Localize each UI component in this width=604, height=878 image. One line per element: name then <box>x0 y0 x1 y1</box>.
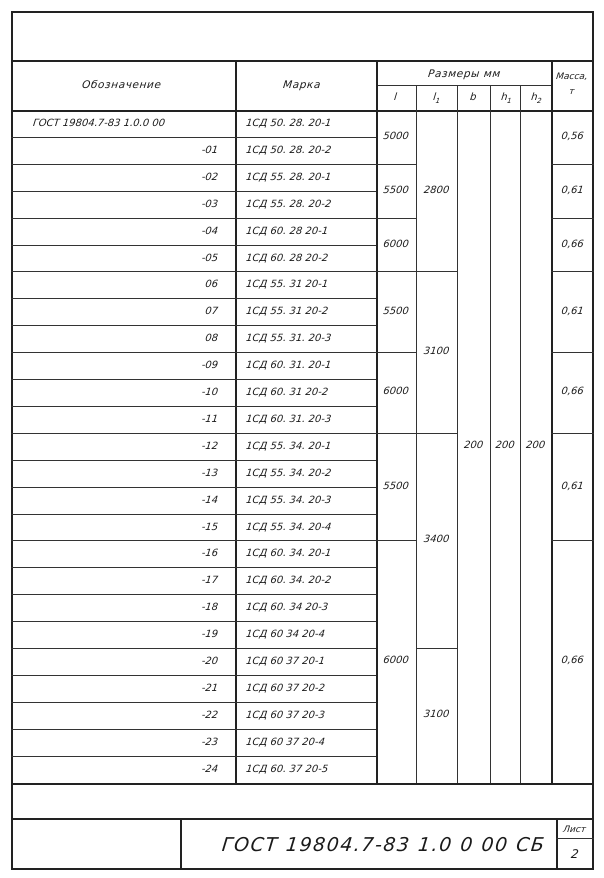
row-line <box>11 460 376 461</box>
row-mark: 1СД 60 37 20-2 <box>245 682 326 694</box>
row-line <box>11 164 376 165</box>
header-l: l <box>393 92 398 103</box>
row-mark: 1СД 55. 28. 20-2 <box>245 198 332 210</box>
length-l1-value: 2800 <box>423 184 450 196</box>
row-mark: 1СД 55. 28. 20-1 <box>245 171 332 183</box>
row-line <box>11 218 376 219</box>
stamp-top-line <box>11 818 594 820</box>
header-l1: $l_1$ <box>432 92 441 105</box>
group-line <box>551 218 594 219</box>
header-dimensions: Размеры мм <box>427 68 502 80</box>
row-designation: -02 <box>201 171 219 183</box>
row-designation: -22 <box>201 709 219 721</box>
row-designation: -09 <box>201 360 219 372</box>
row-designation: -24 <box>201 763 219 775</box>
row-designation: -19 <box>201 629 219 641</box>
header-mark: Марка <box>282 79 322 91</box>
length-l-value: 6000 <box>382 238 410 250</box>
group-line <box>376 164 416 165</box>
row-designation: -13 <box>201 467 219 479</box>
column-divider <box>520 85 521 783</box>
row-designation: -16 <box>201 548 219 560</box>
row-line <box>11 298 376 299</box>
row-line <box>11 729 376 730</box>
row-designation: -03 <box>201 198 219 210</box>
row-line <box>11 540 376 541</box>
row-line <box>11 756 376 757</box>
row-mark: 1СД 60. 34 20-3 <box>245 602 329 614</box>
length-l1-value: 3100 <box>423 709 450 721</box>
stamp-divider <box>556 818 558 870</box>
row-mark: 1СД 55. 31 20-2 <box>245 306 329 318</box>
header-h2: $h_2$ <box>530 92 543 105</box>
mass-value: 0,61 <box>560 184 585 196</box>
group-line <box>416 648 457 649</box>
row-line <box>11 433 376 434</box>
row-designation: -20 <box>201 656 219 667</box>
row-line <box>11 648 376 649</box>
row-line <box>11 594 376 595</box>
row-mark: 1СД 60. 31 20-2 <box>245 387 329 398</box>
row-mark: 1СД 60. 34. 20-1 <box>245 548 332 560</box>
row-designation: -23 <box>201 736 219 748</box>
header-top-line <box>11 60 594 62</box>
stamp-document-code: ГОСТ 19804.7-83 1.0 0 00 СБ <box>220 834 547 856</box>
group-line <box>376 540 416 541</box>
group-line <box>376 271 416 272</box>
header-designation: Обозначение <box>81 79 163 91</box>
column-divider <box>551 60 553 783</box>
row-line <box>11 702 376 703</box>
group-line <box>551 271 594 272</box>
row-designation: ГОСТ 19804.7-83 1.0.0 00 <box>32 118 166 129</box>
row-mark: 1СД 60. 31. 20-3 <box>245 413 332 425</box>
row-mark: 1СД 55. 31. 20-3 <box>245 333 332 345</box>
group-line <box>376 352 416 353</box>
row-mark: 1СД 60. 34. 20-2 <box>245 575 332 587</box>
stamp-sheet-number: 2 <box>570 847 580 861</box>
row-mark: 1СД 50. 28. 20-1 <box>245 118 332 129</box>
row-mark: 1СД 50. 28. 20-2 <box>245 144 332 156</box>
group-line <box>416 433 457 434</box>
row-line <box>11 675 376 676</box>
row-mark: 1СД 60 37 20-3 <box>245 709 326 721</box>
group-line <box>376 218 416 219</box>
group-line <box>551 164 594 165</box>
header-h1: $h_1$ <box>500 92 513 105</box>
mass-value: 0,66 <box>560 238 585 250</box>
row-mark: 1СД 60. 31. 20-1 <box>245 360 332 372</box>
length-l-value: 6000 <box>382 386 410 398</box>
stamp-sheet-label: Лист <box>562 825 587 835</box>
row-line <box>11 567 376 568</box>
length-l-value: 5000 <box>382 130 410 142</box>
row-mark: 1СД 60 34 20-4 <box>245 629 326 641</box>
row-mark: 1СД 55. 31 20-1 <box>245 279 329 291</box>
mass-value: 0,56 <box>560 130 585 142</box>
length-l1-value: 3100 <box>423 346 450 358</box>
row-mark: 1СД 60 37 20-1 <box>245 656 326 667</box>
row-line <box>11 271 376 272</box>
column-divider <box>376 60 378 783</box>
mass-value: 0,61 <box>560 480 585 492</box>
column-divider <box>490 85 491 783</box>
header-mid-line <box>376 85 551 86</box>
group-line <box>551 433 594 434</box>
row-designation: -17 <box>201 575 219 587</box>
row-designation: 08 <box>204 333 219 345</box>
length-l-value: 5500 <box>382 480 410 492</box>
header-mass-unit: т <box>568 87 575 97</box>
row-designation: -10 <box>201 387 219 398</box>
row-mark: 1СД 55. 34. 20-4 <box>245 521 332 533</box>
row-designation: -11 <box>201 413 219 425</box>
header-mass: Масса, <box>555 72 589 82</box>
row-line <box>11 137 376 138</box>
group-line <box>551 540 594 541</box>
row-designation: -05 <box>201 252 219 264</box>
row-line <box>11 191 376 192</box>
row-designation: -14 <box>201 494 219 506</box>
height-h1-value: 200 <box>494 440 516 452</box>
row-mark: 1СД 55. 34. 20-1 <box>245 440 332 452</box>
length-l-value: 5500 <box>382 184 410 196</box>
row-line <box>11 379 376 380</box>
length-l-value: 5500 <box>382 305 410 317</box>
row-designation: -12 <box>201 440 219 452</box>
table-bottom-line <box>11 783 594 785</box>
header-bottom-line <box>11 110 594 112</box>
header-b: b <box>469 92 477 103</box>
row-line <box>11 325 376 326</box>
row-line <box>11 406 376 407</box>
row-mark: 1СД 60 37 20-4 <box>245 736 326 748</box>
group-line <box>376 433 416 434</box>
row-designation: -21 <box>201 682 219 694</box>
row-mark: 1СД 60. 28 20-1 <box>245 225 329 237</box>
row-line <box>11 621 376 622</box>
length-l1-value: 3400 <box>423 534 450 546</box>
row-mark: 1СД 55. 34. 20-2 <box>245 467 332 479</box>
row-designation: 07 <box>204 306 219 318</box>
group-line <box>551 352 594 353</box>
row-designation: -18 <box>201 602 219 614</box>
width-b-value: 200 <box>463 440 484 452</box>
row-designation: -01 <box>201 144 219 156</box>
length-l-value: 6000 <box>382 655 410 667</box>
row-line <box>11 487 376 488</box>
row-line <box>11 245 376 246</box>
mass-value: 0,61 <box>560 305 585 317</box>
row-mark: 1СД 55. 34. 20-3 <box>245 494 332 506</box>
row-mark: 1СД 60. 37 20-5 <box>245 763 329 775</box>
group-line <box>416 271 457 272</box>
row-designation: -04 <box>201 225 219 237</box>
stamp-divider <box>180 818 182 870</box>
row-designation: 06 <box>204 279 219 291</box>
stamp-sheet-line <box>556 838 594 839</box>
row-line <box>11 514 376 515</box>
row-mark: 1СД 60. 28 20-2 <box>245 252 329 264</box>
row-line <box>11 352 376 353</box>
mass-value: 0,66 <box>560 386 585 398</box>
mass-value: 0,66 <box>560 655 585 667</box>
row-designation: -15 <box>201 521 219 533</box>
height-h2-value: 200 <box>525 440 546 452</box>
